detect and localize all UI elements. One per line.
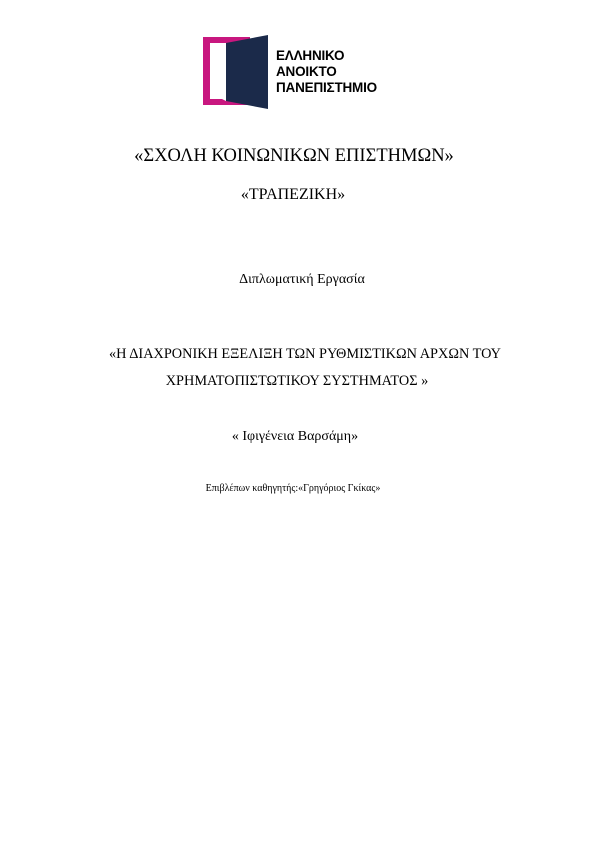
university-logo-mark-icon	[200, 33, 272, 109]
supervisor-name: Επιβλέπων καθηγητής:«Γρηγόριος Γκίκας»	[205, 483, 381, 494]
logo-line-3: ΠΑΝΕΠΙΣΤΗΜΙΟ	[276, 80, 377, 95]
logo-line-1: ΕΛΛΗΝΙΚΟ	[276, 48, 345, 63]
thesis-title-line-2: ΧΡΗΜΑΤΟΠΙΣΤΩΤΙΚΟΥ ΣΥΣΤΗΜΑΤΟΣ »	[165, 373, 429, 389]
thesis-title-line-1: «Η ΔΙΑΧΡΟΝΙΚΗ ΕΞΕΛΙΞΗ ΤΩΝ ΡΥΘΜΙΣΤΙΚΩΝ ΑΡΧΩΝ ΤΟΥ	[108, 346, 502, 362]
university-logo-text	[276, 48, 377, 96]
university-logo	[200, 33, 400, 109]
author-name: « Ιφιγένεια Βαρσάμη»	[231, 429, 359, 444]
logo-line-2: ΑΝΟΙΚΤΟ	[276, 64, 337, 79]
department-name: «ΤΡΑΠΕΖΙΚΗ»	[240, 186, 346, 203]
thesis-type: Διπλωματική Εργασία	[239, 272, 365, 287]
school-name: «ΣΧΟΛΗ ΚΟΙΝΩΝΙΚΩΝ ΕΠΙΣΤΗΜΩΝ»	[134, 146, 454, 166]
